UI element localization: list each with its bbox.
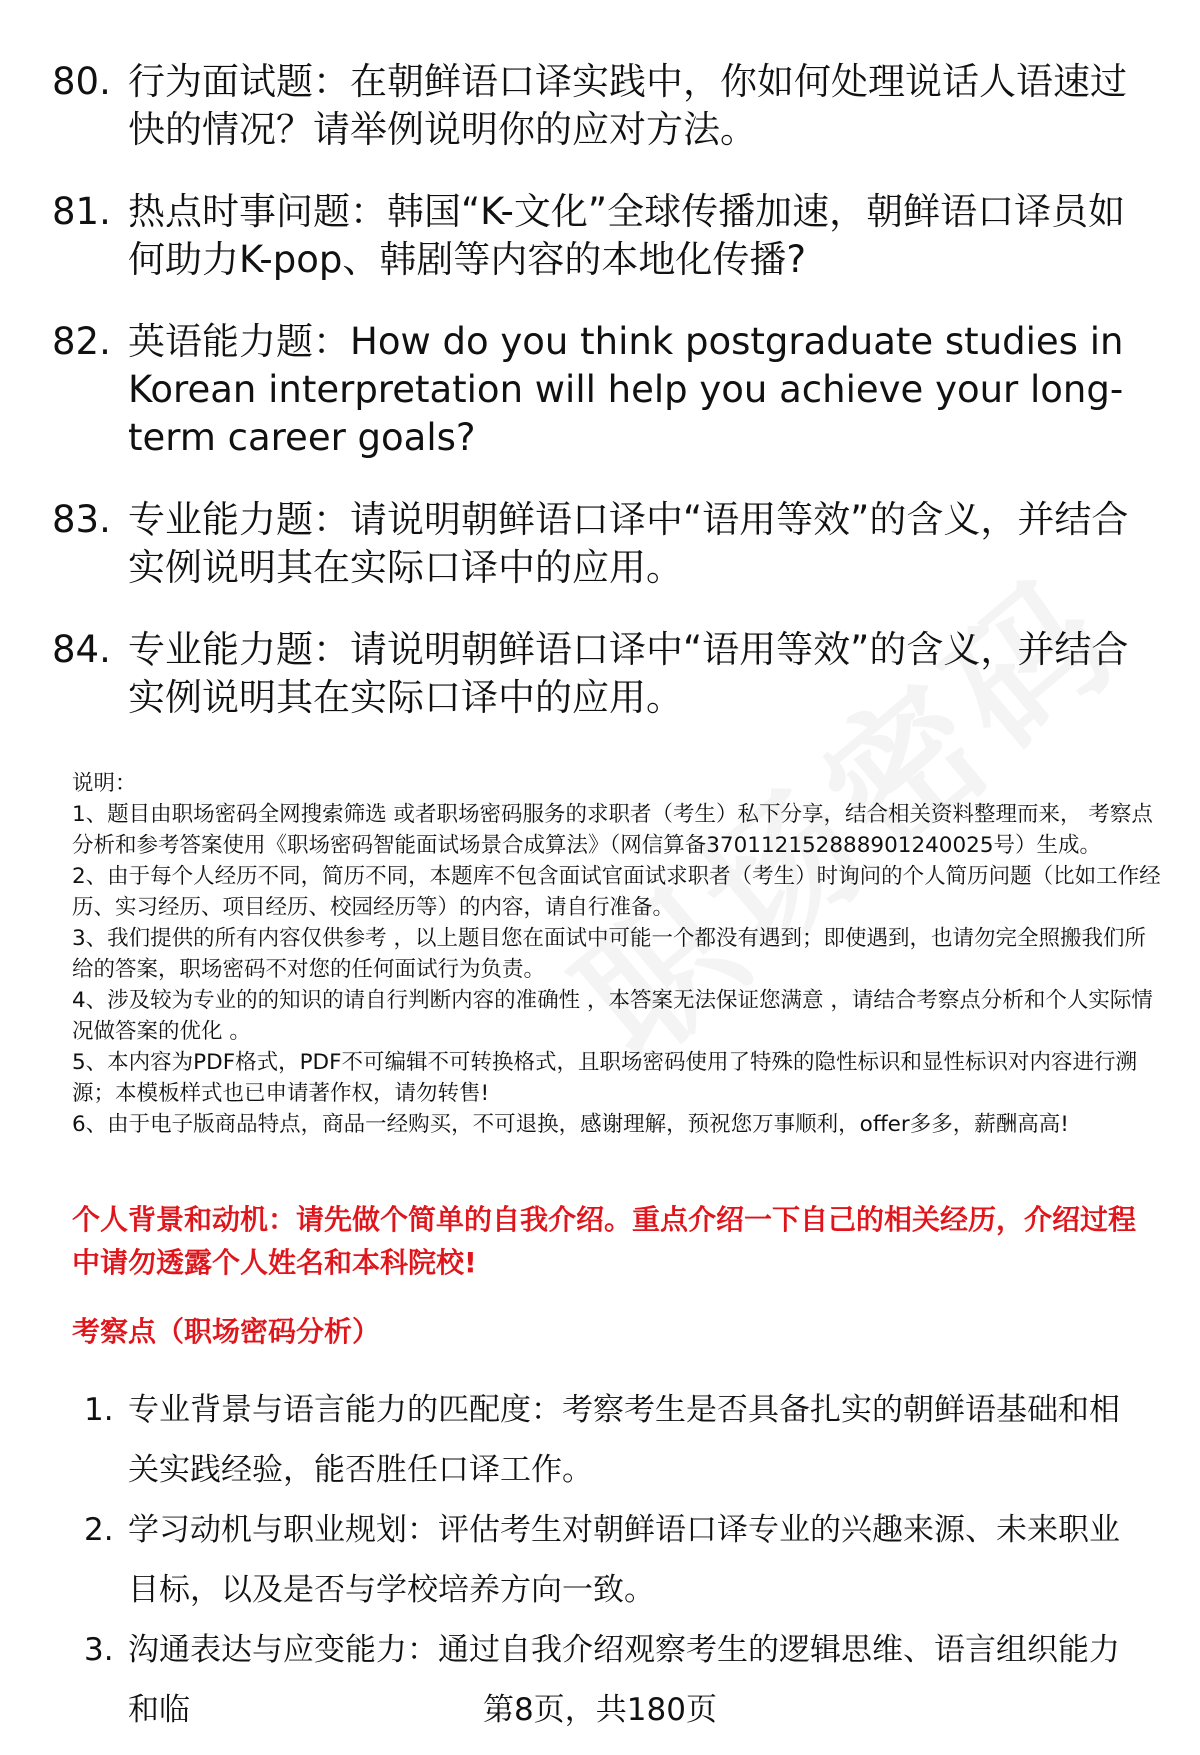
- note-item: 3、我们提供的所有内容仅供参考 ，以上题目您在面试中可能一个都没有遇到；即使遇到，也请勿完全照搬我们所给的答案，职场密码不对您的任何面试行为负责。: [72, 926, 1147, 982]
- point-number: 1.: [84, 1392, 114, 1428]
- question-item: [52, 318, 1152, 462]
- question-number: 82.: [52, 320, 111, 363]
- note-item: 1、题目由职场密码全网搜索筛选 或者职场密码服务的求职者（考生）私下分享，结合相关资料整理而来， 考察点分析和参考答案使用《职场密码智能面试场景合成算法》（网信算备370112152888901240025号）生成。: [72, 802, 1153, 858]
- point-number: 2.: [84, 1512, 114, 1548]
- question-text: 英语能力题：How do you think postgraduate studies in Korean interpretation will help you achieve your long-term career goals?: [128, 320, 1124, 459]
- question-number: 84.: [52, 628, 111, 671]
- highlighted-question: 个人背景和动机：请先做个简单的自我介绍。重点介绍一下自己的相关经历，介绍过程中请勿透露个人姓名和本科院校!: [72, 1203, 1137, 1279]
- question-item: [52, 58, 1152, 154]
- question-number: 81.: [52, 190, 111, 233]
- point-number: 3.: [84, 1632, 114, 1668]
- question-text: 专业能力题：请说明朝鲜语口译中“语用等效”的含义，并结合实例说明其在实际口译中的应用。: [128, 498, 1129, 589]
- points-list: [84, 1380, 1154, 1740]
- note-item: 4、涉及较为专业的的知识的请自行判断内容的准确性 ，本答案无法保证您满意 ，请结合考察点分析和个人实际情况做答案的优化 。: [72, 988, 1153, 1044]
- notes-section: [72, 768, 1162, 1140]
- question-text: 专业能力题：请说明朝鲜语口译中“语用等效”的含义，并结合实例说明其在实际口译中的应用。: [128, 628, 1129, 719]
- point-item: [84, 1500, 1154, 1620]
- points-heading: 考察点（职场密码分析）: [72, 1315, 381, 1348]
- note-item: 2、由于每个人经历不同，简历不同，本题库不包含面试官面试求职者（考生）时询问的个人简历问题（比如工作经历、实习经历、项目经历、校园经历等）的内容，请自行准备。: [72, 864, 1161, 920]
- question-item: [52, 496, 1152, 592]
- question-text: 行为面试题：在朝鲜语口译实践中，你如何处理说话人语速过快的情况？请举例说明你的应对方法。: [128, 60, 1127, 151]
- point-text: 学习动机与职业规划：评估考生对朝鲜语口译专业的兴趣来源、未来职业目标，以及是否与学校培养方向一致。: [128, 1512, 1120, 1608]
- note-item: 6、由于电子版商品特点，商品一经购买，不可退换，感谢理解，预祝您万事顺利，offer多多，薪酬高高!: [72, 1112, 1069, 1137]
- question-item: [52, 188, 1152, 284]
- point-text: 沟通表达与应变能力：通过自我介绍观察考生的逻辑思维、语言组织能力和临: [128, 1632, 1120, 1728]
- question-number: 83.: [52, 498, 111, 541]
- question-text: 热点时事问题：韩国“K-文化”全球传播加速，朝鲜语口译员如何助力K-pop、韩剧等内容的本地化传播?: [128, 190, 1126, 281]
- point-text: 专业背景与语言能力的匹配度：考察考生是否具备扎实的朝鲜语基础和相关实践经验，能否胜任口译工作。: [128, 1392, 1120, 1488]
- notes-title: 说明：: [72, 771, 137, 796]
- question-number: 80.: [52, 60, 111, 103]
- page-footer: 第8页，共180页: [483, 1692, 717, 1728]
- point-item: [84, 1380, 1154, 1500]
- question-item: [52, 626, 1152, 722]
- note-item: 5、本内容为PDF格式，PDF不可编辑不可转换格式，且职场密码使用了特殊的隐性标识和显性标识对内容进行溯源；本模板样式也已申请著作权，请勿转售!: [72, 1050, 1137, 1106]
- question-list: [52, 58, 1152, 756]
